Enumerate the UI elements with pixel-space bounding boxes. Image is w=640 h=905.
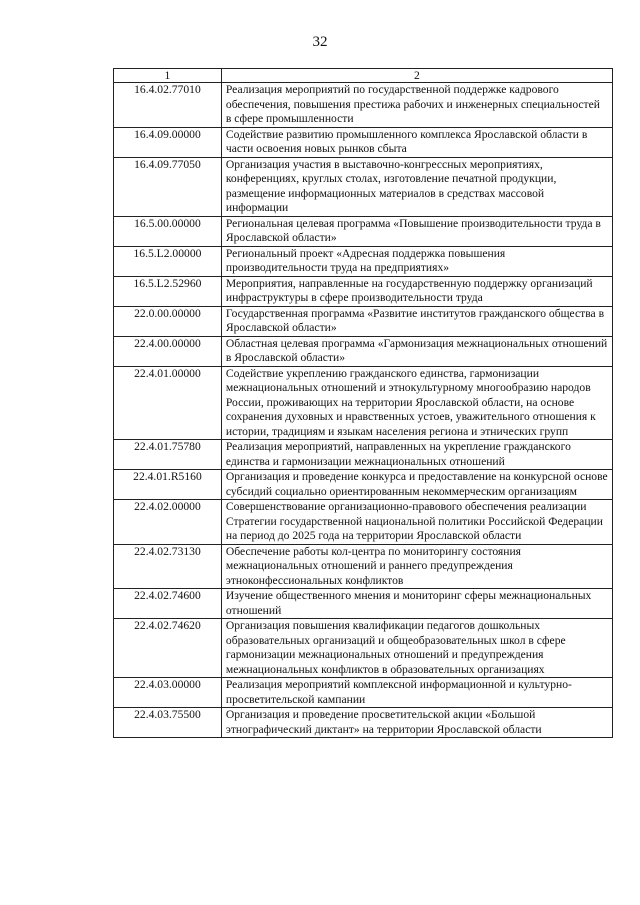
table-header-row (114, 69, 613, 83)
row-name: Государственная программа «Развитие институтов гражданского общества в Ярославской области» (221, 306, 612, 336)
budget-classification-table (113, 68, 613, 738)
table-row (114, 83, 613, 128)
row-code: 16.5.L2.52960 (114, 276, 222, 306)
row-name: Содействие укреплению гражданского единства, гармонизации межнациональных отношений и этнокультурному многообразию народов России, проживающих на территории Ярославской области, на основе сохранения духовных и нравственных устоев, уважительного отношения к истории, традициям и языкам населения региона и этнических групп (221, 366, 612, 440)
row-code: 16.4.09.00000 (114, 127, 222, 157)
row-code: 22.4.03.75500 (114, 708, 222, 738)
table-row (114, 336, 613, 366)
row-name: Реализация мероприятий комплексной информационной и культурно-просветительской кампании (221, 678, 612, 708)
row-code: 22.4.02.74600 (114, 589, 222, 619)
table-row (114, 470, 613, 500)
row-name: Региональный проект «Адресная поддержка повышения производительности труда на предприятиях» (221, 246, 612, 276)
row-name: Реализация мероприятий по государственной поддержке кадрового обеспечения, повышения престижа рабочих и инженерных специальностей в сфере промышленности (221, 83, 612, 128)
row-name: Организация повышения квалификации педагогов дошкольных образовательных организаций и общеобразовательных школ в сфере гармонизации межнациональных отношений и предупреждения межнациональных конфликтов в образовательных организациях (221, 619, 612, 678)
page-number: 32 (312, 34, 328, 50)
row-code: 22.4.02.00000 (114, 500, 222, 545)
row-code: 22.4.02.74620 (114, 619, 222, 678)
row-name: Мероприятия, направленные на государственную поддержку организаций инфраструктуры в сфере производительности труда (221, 276, 612, 306)
table-row (114, 678, 613, 708)
table-row (114, 619, 613, 678)
row-name: Организация и проведение конкурса и предоставление на конкурсной основе субсидий социально ориентированным некоммерческим организациям (221, 470, 612, 500)
table-row (114, 276, 613, 306)
row-name: Реализация мероприятий, направленных на укрепление гражданского единства и гармонизации межнациональных отношений (221, 440, 612, 470)
row-code: 22.4.02.73130 (114, 544, 222, 589)
table-row (114, 127, 613, 157)
table-row (114, 246, 613, 276)
table-row (114, 306, 613, 336)
table-body (114, 83, 613, 738)
row-name: Обеспечение работы кол-центра по мониторингу состояния межнациональных отношений и раннего предупреждения этноконфессиональных конфликтов (221, 544, 612, 589)
table-row (114, 589, 613, 619)
row-code: 22.4.00.00000 (114, 336, 222, 366)
row-code: 22.4.01.75780 (114, 440, 222, 470)
row-code: 22.4.03.00000 (114, 678, 222, 708)
table-row (114, 708, 613, 738)
row-code: 22.4.01.R5160 (114, 470, 222, 500)
row-code: 22.0.00.00000 (114, 306, 222, 336)
row-name: Содействие развитию промышленного комплекса Ярославской области в части освоения новых рынков сбыта (221, 127, 612, 157)
row-name: Организация и проведение просветительской акции «Большой этнографический диктант» на территории Ярославской области (221, 708, 612, 738)
row-name: Областная целевая программа «Гармонизация межнациональных отношений в Ярославской области» (221, 336, 612, 366)
row-name: Региональная целевая программа «Повышение производительности труда в Ярославской области» (221, 216, 612, 246)
row-name: Изучение общественного мнения и мониторинг сферы межнациональных отношений (221, 589, 612, 619)
row-code: 16.5.L2.00000 (114, 246, 222, 276)
row-name: Организация участия в выставочно-конгрессных мероприятиях, конференциях, круглых столах, изготовление печатной продукции, размещение информационных материалов в средствах массовой информации (221, 157, 612, 216)
table-row (114, 544, 613, 589)
row-code: 16.4.02.77010 (114, 83, 222, 128)
column-header-2: 2 (221, 69, 612, 83)
table-row (114, 500, 613, 545)
table-row (114, 216, 613, 246)
row-code: 16.4.09.77050 (114, 157, 222, 216)
row-name: Совершенствование организационно-правового обеспечения реализации Стратегии государственной национальной политики Российской Федерации на период до 2025 года на территории Ярославской области (221, 500, 612, 545)
row-code: 16.5.00.00000 (114, 216, 222, 246)
table-row (114, 157, 613, 216)
table-row (114, 366, 613, 440)
table-row (114, 440, 613, 470)
column-header-1: 1 (114, 69, 222, 83)
row-code: 22.4.01.00000 (114, 366, 222, 440)
